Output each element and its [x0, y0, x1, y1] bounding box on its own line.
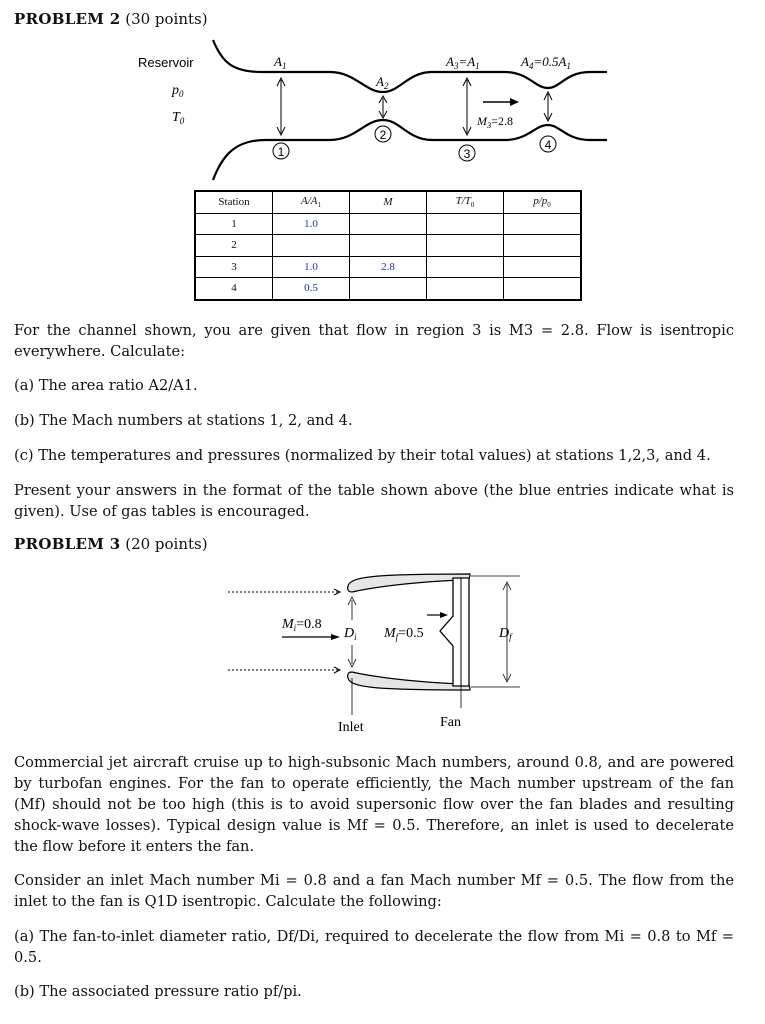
- cell-temperature-ratio: [427, 256, 504, 278]
- inlet-mach-label: $M_i=0.8$: [282, 617, 322, 633]
- cell-station: 1: [195, 213, 273, 235]
- fan-label: Fan: [440, 715, 461, 730]
- station-table: [194, 190, 582, 301]
- station-3-marker: 3: [463, 147, 471, 161]
- cell-mach: [350, 235, 427, 257]
- cell-area-ratio: 1.0: [273, 256, 350, 278]
- nozzle-diagram: [0, 30, 765, 190]
- problem-3-title: PROBLEM 3: [14, 535, 121, 553]
- cell-station: 4: [195, 278, 273, 300]
- inlet-label: Inlet: [338, 720, 364, 735]
- header-area-ratio: $A/A_1$: [273, 191, 350, 213]
- fan-flow-arrow-icon: [440, 612, 448, 618]
- inlet-fan-diagram: [0, 560, 765, 740]
- cell-temperature-ratio: [427, 235, 504, 257]
- table-header-row: [195, 191, 581, 213]
- cell-pressure-ratio: [504, 278, 582, 300]
- inlet-diameter-label: $D_i$: [344, 626, 357, 642]
- cell-area-ratio: [273, 235, 350, 257]
- fan-blade: [440, 578, 469, 686]
- header-temperature-ratio: $T/T_0$: [427, 191, 504, 213]
- problem-2-points: (30 points): [125, 10, 208, 28]
- flow-arrow-icon: [510, 98, 519, 106]
- fan-mach-label: $M_f=0.5$: [384, 626, 424, 642]
- area-a2-label: $A_2$: [376, 74, 389, 91]
- station-4-marker: 4: [544, 138, 552, 152]
- table-row: [195, 213, 581, 235]
- problem-3-part-b: (b) The associated pressure ratio pf/pi.: [14, 983, 302, 1000]
- fan-diameter-label: $D_f$: [499, 626, 512, 642]
- cell-pressure-ratio: [504, 235, 582, 257]
- problem-3-heading: [14, 535, 208, 553]
- area-a1-label: $A_1$: [274, 54, 287, 71]
- header-station: Station: [195, 191, 273, 213]
- problem-2-part-b: (b) The Mach numbers at stations 1, 2, and 4.: [14, 412, 353, 429]
- table-row: [195, 278, 581, 300]
- cell-temperature-ratio: [427, 278, 504, 300]
- problem-2-instructions: Present your answers in the format of the table shown above (the blue entries indicate what is given). Use of gas tables is encouraged.: [14, 482, 734, 520]
- inlet-lower-lip: [348, 672, 470, 690]
- problem-3-paragraph-2: Consider an inlet Mach number Mi = 0.8 and a fan Mach number Mf = 0.5. The flow from the inlet to the fan is Q1D isentropic. Calculate the following:: [14, 872, 734, 910]
- reservoir-temperature-label: $T_0$: [172, 110, 185, 126]
- reservoir-pressure-label: $p_0$: [172, 83, 184, 99]
- cell-station: 2: [195, 235, 273, 257]
- problem-2-part-a: (a) The area ratio A2/A1.: [14, 377, 198, 394]
- cell-mach: 2.8: [350, 256, 427, 278]
- header-mach: M: [350, 191, 427, 213]
- station-2-marker: 2: [379, 128, 387, 142]
- cell-pressure-ratio: [504, 256, 582, 278]
- cell-mach: [350, 278, 427, 300]
- problem-2-heading: [14, 10, 208, 28]
- area-a3-label: $A_3=A_1$: [446, 54, 480, 71]
- cell-area-ratio: 0.5: [273, 278, 350, 300]
- cell-station: 3: [195, 256, 273, 278]
- mach-3-label: $M_3=2.8$: [477, 114, 514, 130]
- problem-3-part-a: (a) The fan-to-inlet diameter ratio, Df/Di, required to decelerate the flow from Mi = 0.8 to Mf = 0.5.: [14, 928, 734, 966]
- table-row: [195, 235, 581, 257]
- area-a4-label: $A_4=0.5A_1$: [521, 54, 571, 71]
- problem-2-intro: For the channel shown, you are given that flow in region 3 is M3 = 2.8. Flow is isentropic everywhere. Calculate:: [14, 322, 734, 360]
- inlet-flow-arrow-icon: [331, 634, 340, 640]
- cell-mach: [350, 213, 427, 235]
- problem-3-paragraph-1: Commercial jet aircraft cruise up to high-subsonic Mach numbers, around 0.8, and are powered by turbofan engines. For the fan to operate efficiently, the Mach number upstream of the fan (Mf) should not be too high (this is to avoid supersonic flow over the fan blades and resulting shock-wave losses). Typical design value is Mf = 0.5. Therefore, an inlet is used to decelerate the flow before it enters the fan.: [14, 754, 734, 855]
- cell-temperature-ratio: [427, 213, 504, 235]
- cell-area-ratio: 1.0: [273, 213, 350, 235]
- problem-2-part-c: (c) The temperatures and pressures (normalized by their total values) at stations 1,2,3, and 4.: [14, 447, 711, 464]
- inlet-upper-lip: [348, 574, 470, 592]
- problem-2-title: PROBLEM 2: [14, 10, 121, 28]
- table-row: [195, 256, 581, 278]
- header-pressure-ratio: $p/p_0$: [504, 191, 582, 213]
- reservoir-label: Reservoir: [138, 55, 194, 70]
- station-1-marker: 1: [277, 145, 285, 159]
- problem-3-points: (20 points): [125, 535, 208, 553]
- cell-pressure-ratio: [504, 213, 582, 235]
